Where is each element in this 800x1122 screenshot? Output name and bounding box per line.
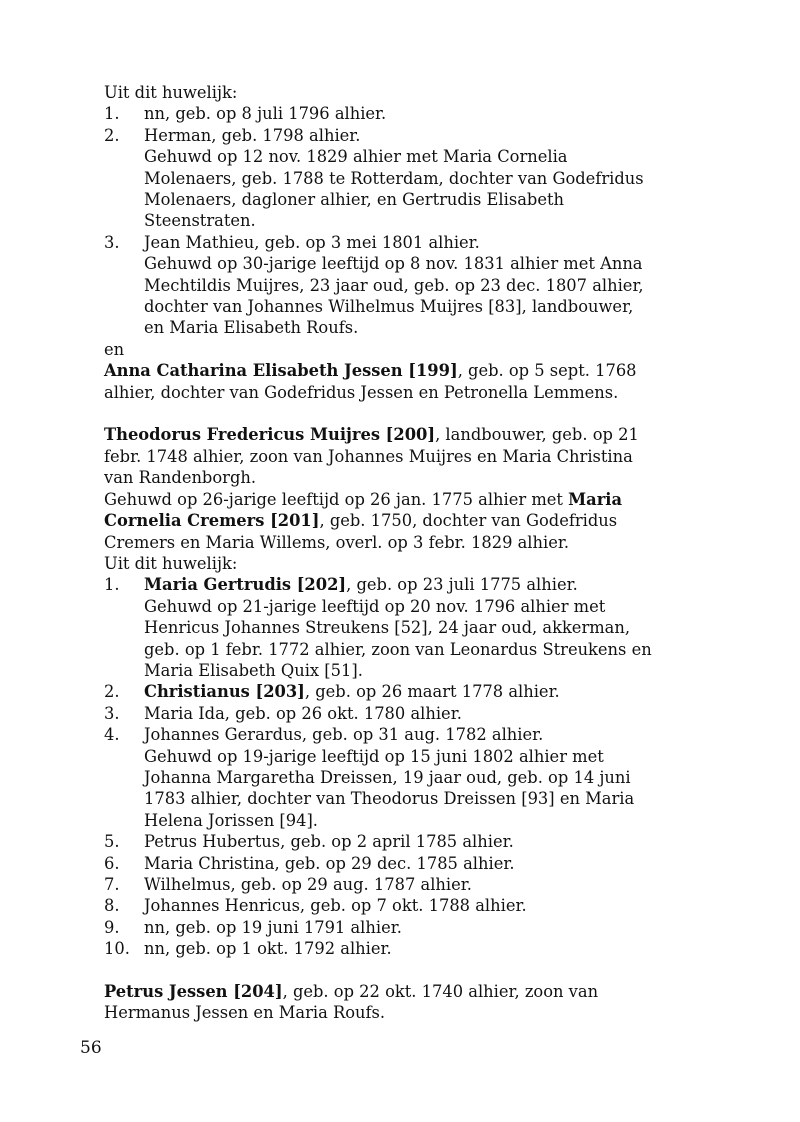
list-item bbox=[104, 232, 704, 339]
item-line: geb. op 1 febr. 1772 alhier, zoon van Leonardus Streukens en bbox=[144, 639, 652, 659]
page-content bbox=[104, 82, 704, 1024]
item-line: nn, geb. op 8 juli 1796 alhier. bbox=[144, 104, 387, 124]
person-line: van Randenborgh. bbox=[104, 468, 257, 488]
item-number: 8. bbox=[104, 896, 120, 916]
item-line: Johanna Margaretha Dreissen, 19 jaar oud, geb. op 14 juni bbox=[144, 767, 631, 787]
item-line: Maria Christina, geb. op 29 dec. 1785 alhier. bbox=[144, 853, 515, 873]
item-line: en Maria Elisabeth Roufs. bbox=[144, 318, 359, 338]
child-name: Maria Gertrudis [202] bbox=[144, 575, 347, 595]
item-line: Wilhelmus, geb. op 29 aug. 1787 alhier. bbox=[144, 875, 472, 895]
person-name: Petrus Jessen [204] bbox=[104, 982, 283, 1002]
item-line: Johannes Henricus, geb. op 7 okt. 1788 alhier. bbox=[144, 896, 527, 916]
item-line: Gehuwd op 30-jarige leeftijd op 8 nov. 1831 alhier met Anna bbox=[144, 254, 643, 274]
item-line: Gehuwd op 12 nov. 1829 alhier met Maria Cornelia bbox=[144, 147, 568, 167]
marriage-line-2: Cornelia Cremers [201], geb. 1750, dochter van Godefridus bbox=[104, 511, 618, 531]
list-item bbox=[104, 853, 704, 874]
item-line: Petrus Hubertus, geb. op 2 april 1785 alhier. bbox=[144, 832, 514, 852]
person-name: Theodorus Fredericus Muijres [200] bbox=[104, 425, 436, 445]
person-heading bbox=[104, 424, 704, 445]
item-line: Steenstraten. bbox=[144, 211, 256, 231]
list-item bbox=[104, 125, 704, 232]
item-line: Helena Jorissen [94]. bbox=[144, 810, 318, 830]
person-line: Hermanus Jessen en Maria Roufs. bbox=[104, 1003, 386, 1023]
item-number: 6. bbox=[104, 853, 120, 873]
item-line: Molenaers, dagloner alhier, en Gertrudis Elisabeth bbox=[144, 190, 564, 210]
person-line: febr. 1748 alhier, zoon van Johannes Muijres en Maria Christina bbox=[104, 446, 633, 466]
item-line: Maria Elisabeth Quix [51]. bbox=[144, 660, 363, 680]
item-number: 9. bbox=[104, 917, 120, 937]
item-line: Herman, geb. 1798 alhier. bbox=[144, 125, 361, 145]
list-item bbox=[104, 917, 704, 938]
item-number: 3. bbox=[104, 232, 120, 252]
item-number: 2. bbox=[104, 125, 120, 145]
item-line: nn, geb. op 19 juni 1791 alhier. bbox=[144, 917, 402, 937]
person-details: , landbouwer, geb. op 21 bbox=[435, 425, 639, 445]
item-number: 4. bbox=[104, 725, 120, 745]
item-number: 3. bbox=[104, 703, 120, 723]
item-number: 2. bbox=[104, 682, 120, 702]
list-item bbox=[104, 938, 704, 959]
item-line: 1783 alhier, dochter van Theodorus Dreissen [93] en Maria bbox=[144, 789, 635, 809]
person-details: , geb. op 22 okt. 1740 alhier, zoon van bbox=[282, 982, 599, 1002]
list-item bbox=[104, 874, 704, 895]
list-item bbox=[104, 703, 704, 724]
spouse-line-1 bbox=[104, 360, 704, 381]
children-intro: Uit dit huwelijk: bbox=[104, 553, 238, 573]
item-line: Jean Mathieu, geb. op 3 mei 1801 alhier. bbox=[144, 232, 480, 252]
item-number: 5. bbox=[104, 832, 120, 852]
children-intro: Uit dit huwelijk: bbox=[104, 83, 238, 102]
item-number: 1. bbox=[104, 575, 120, 595]
spouse-line-2: alhier, dochter van Godefridus Jessen en Petronella Lemmens. bbox=[104, 382, 619, 402]
item-line: Maria Ida, geb. op 26 okt. 1780 alhier. bbox=[144, 703, 462, 723]
item-number: 1. bbox=[104, 104, 120, 124]
list-item bbox=[104, 103, 704, 124]
item-line: Mechtildis Muijres, 23 jaar oud, geb. op 23 dec. 1807 alhier, bbox=[144, 275, 644, 295]
item-number: 7. bbox=[104, 875, 120, 895]
item-line: dochter van Johannes Wilhelmus Muijres [83], landbouwer, bbox=[144, 297, 634, 317]
list-item bbox=[104, 831, 704, 852]
item-line: nn, geb. op 1 okt. 1792 alhier. bbox=[144, 939, 392, 959]
conjunction-en: en bbox=[104, 339, 125, 359]
marriage-line-1: Gehuwd op 26-jarige leeftijd op 26 jan. 1775 alhier met Maria bbox=[104, 489, 623, 509]
wife-name: Cornelia Cremers [201] bbox=[104, 511, 320, 531]
marriage-line-3: Cremers en Maria Willems, overl. op 3 febr. 1829 alhier. bbox=[104, 532, 570, 552]
page-number: 56 bbox=[80, 1038, 102, 1058]
wife-name: Maria bbox=[568, 489, 623, 509]
spouse-name: Anna Catharina Elisabeth Jessen [199] bbox=[104, 361, 458, 381]
list-item bbox=[104, 724, 704, 831]
item-line: Gehuwd op 21-jarige leeftijd op 20 nov. 1796 alhier met bbox=[144, 596, 606, 616]
list-item bbox=[104, 895, 704, 916]
child-name: Christianus [203] bbox=[144, 682, 305, 702]
item-number: 10. bbox=[104, 939, 130, 959]
item-line: Johannes Gerardus, geb. op 31 aug. 1782 alhier. bbox=[144, 725, 544, 745]
spouse-details: , geb. op 5 sept. 1768 bbox=[457, 361, 637, 381]
person-heading bbox=[104, 981, 704, 1002]
item-line: Molenaers, geb. 1788 te Rotterdam, dochter van Godefridus bbox=[144, 168, 644, 188]
list-item: 1. Maria Gertrudis [202], geb. op 23 juli 1775 alhier. Gehuwd op 21-jarige leeftijd op 20 nov. 1796 alhier met Henricus Johannes Streukens [52], 24 jaar oud, akkerman, geb. op 1 febr. 1772 alhier, zoon van Leonardus Streukens en Maria Elisabeth Quix [51]. bbox=[104, 574, 704, 681]
list-item: 2. Christianus [203], geb. op 26 maart 1778 alhier. bbox=[104, 682, 560, 702]
item-line: Gehuwd op 19-jarige leeftijd op 15 juni 1802 alhier met bbox=[144, 746, 604, 766]
item-line: Henricus Johannes Streukens [52], 24 jaar oud, akkerman, bbox=[144, 618, 631, 638]
